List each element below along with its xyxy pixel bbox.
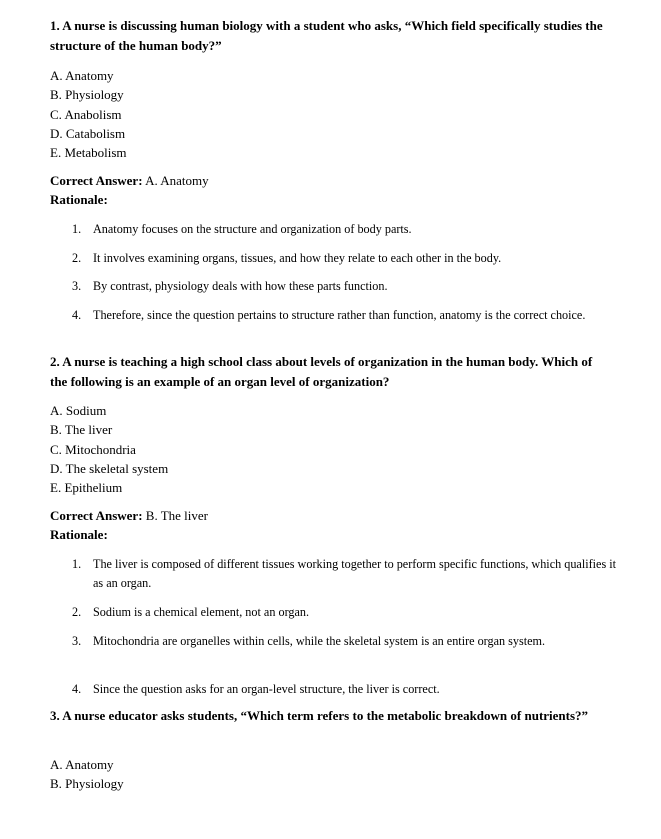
option: C. Anabolism [50, 106, 122, 122]
question-2-rationale-label: Rationale: [50, 527, 108, 542]
option: B. Physiology [50, 776, 124, 792]
correct-answer-label: Correct Answer: [50, 173, 143, 188]
rationale-number: 2. [72, 251, 82, 265]
option: D. The skeletal system [50, 460, 169, 476]
question-1-options [50, 66, 127, 162]
option: A. Anatomy [50, 68, 114, 83]
correct-answer-value: B. The liver [145, 508, 209, 523]
rationale-number: 1. [72, 222, 82, 236]
rationale-number: 2. [72, 605, 82, 619]
rationale-number: 4. [72, 682, 82, 696]
option: B. The liver [50, 422, 113, 438]
rationale-item [50, 249, 501, 268]
rationale-text: Mitochondria are organelles within cells, while the skeletal system is an entire organ system. [93, 634, 546, 648]
option: E. Epithelium [50, 480, 123, 496]
rationale-text: Therefore, since the question pertains to structure rather than function, anatomy is the correct choice. [93, 308, 586, 322]
rationale-item [50, 306, 593, 325]
rationale-text: It involves examining organs, tissues, and how they relate to each other in the body. [93, 251, 502, 265]
rationale-item [50, 632, 593, 651]
rationale-item [50, 220, 412, 239]
rationale-text: Since the question asks for an organ-level structure, the liver is correct. [93, 682, 440, 696]
question-1-prompt: 1. A nurse is discussing human biology with a student who asks, “Which field specifically studies the structure of the human body?” [50, 18, 603, 53]
rationale-number: 4. [72, 308, 82, 322]
rationale-text: Anatomy focuses on the structure and organization of body parts. [93, 222, 412, 236]
question-2-prompt: 2. A nurse is teaching a high school class about levels of organization in the human body. Which of the following is an example of an organ level of organization? [50, 354, 593, 389]
option: C. Mitochondria [50, 441, 136, 457]
question-2-correct-answer [50, 506, 208, 525]
rationale-item [50, 680, 440, 699]
correct-answer-label: Correct Answer: [50, 508, 143, 523]
option: A. Anatomy [50, 757, 114, 772]
rationale-number: 3. [72, 279, 82, 293]
option: D. Catabolism [50, 125, 126, 141]
question-1-rationale-label: Rationale: [50, 192, 108, 207]
rationale-item [50, 277, 388, 296]
correct-answer-value: A. Anatomy [145, 173, 209, 188]
question-1-correct-answer [50, 171, 209, 190]
rationale-item [50, 603, 309, 622]
option: B. Physiology [50, 87, 124, 103]
question-3-options [50, 755, 124, 794]
rationale-text: By contrast, physiology deals with how these parts function. [93, 279, 388, 293]
question-3-prompt: 3. A nurse educator asks students, “Which term refers to the metabolic breakdown of nutrients?” [50, 708, 589, 723]
option: E. Metabolism [50, 145, 127, 161]
question-2-options [50, 401, 168, 497]
rationale-text: The liver is composed of different tissues working together to perform specific functions, which qualifies it as an organ. [93, 557, 617, 590]
rationale-text: Sodium is a chemical element, not an organ. [93, 605, 310, 619]
option: A. Sodium [50, 403, 107, 418]
rationale-number: 3. [72, 634, 82, 648]
rationale-number: 1. [72, 557, 82, 571]
rationale-item [50, 555, 618, 593]
